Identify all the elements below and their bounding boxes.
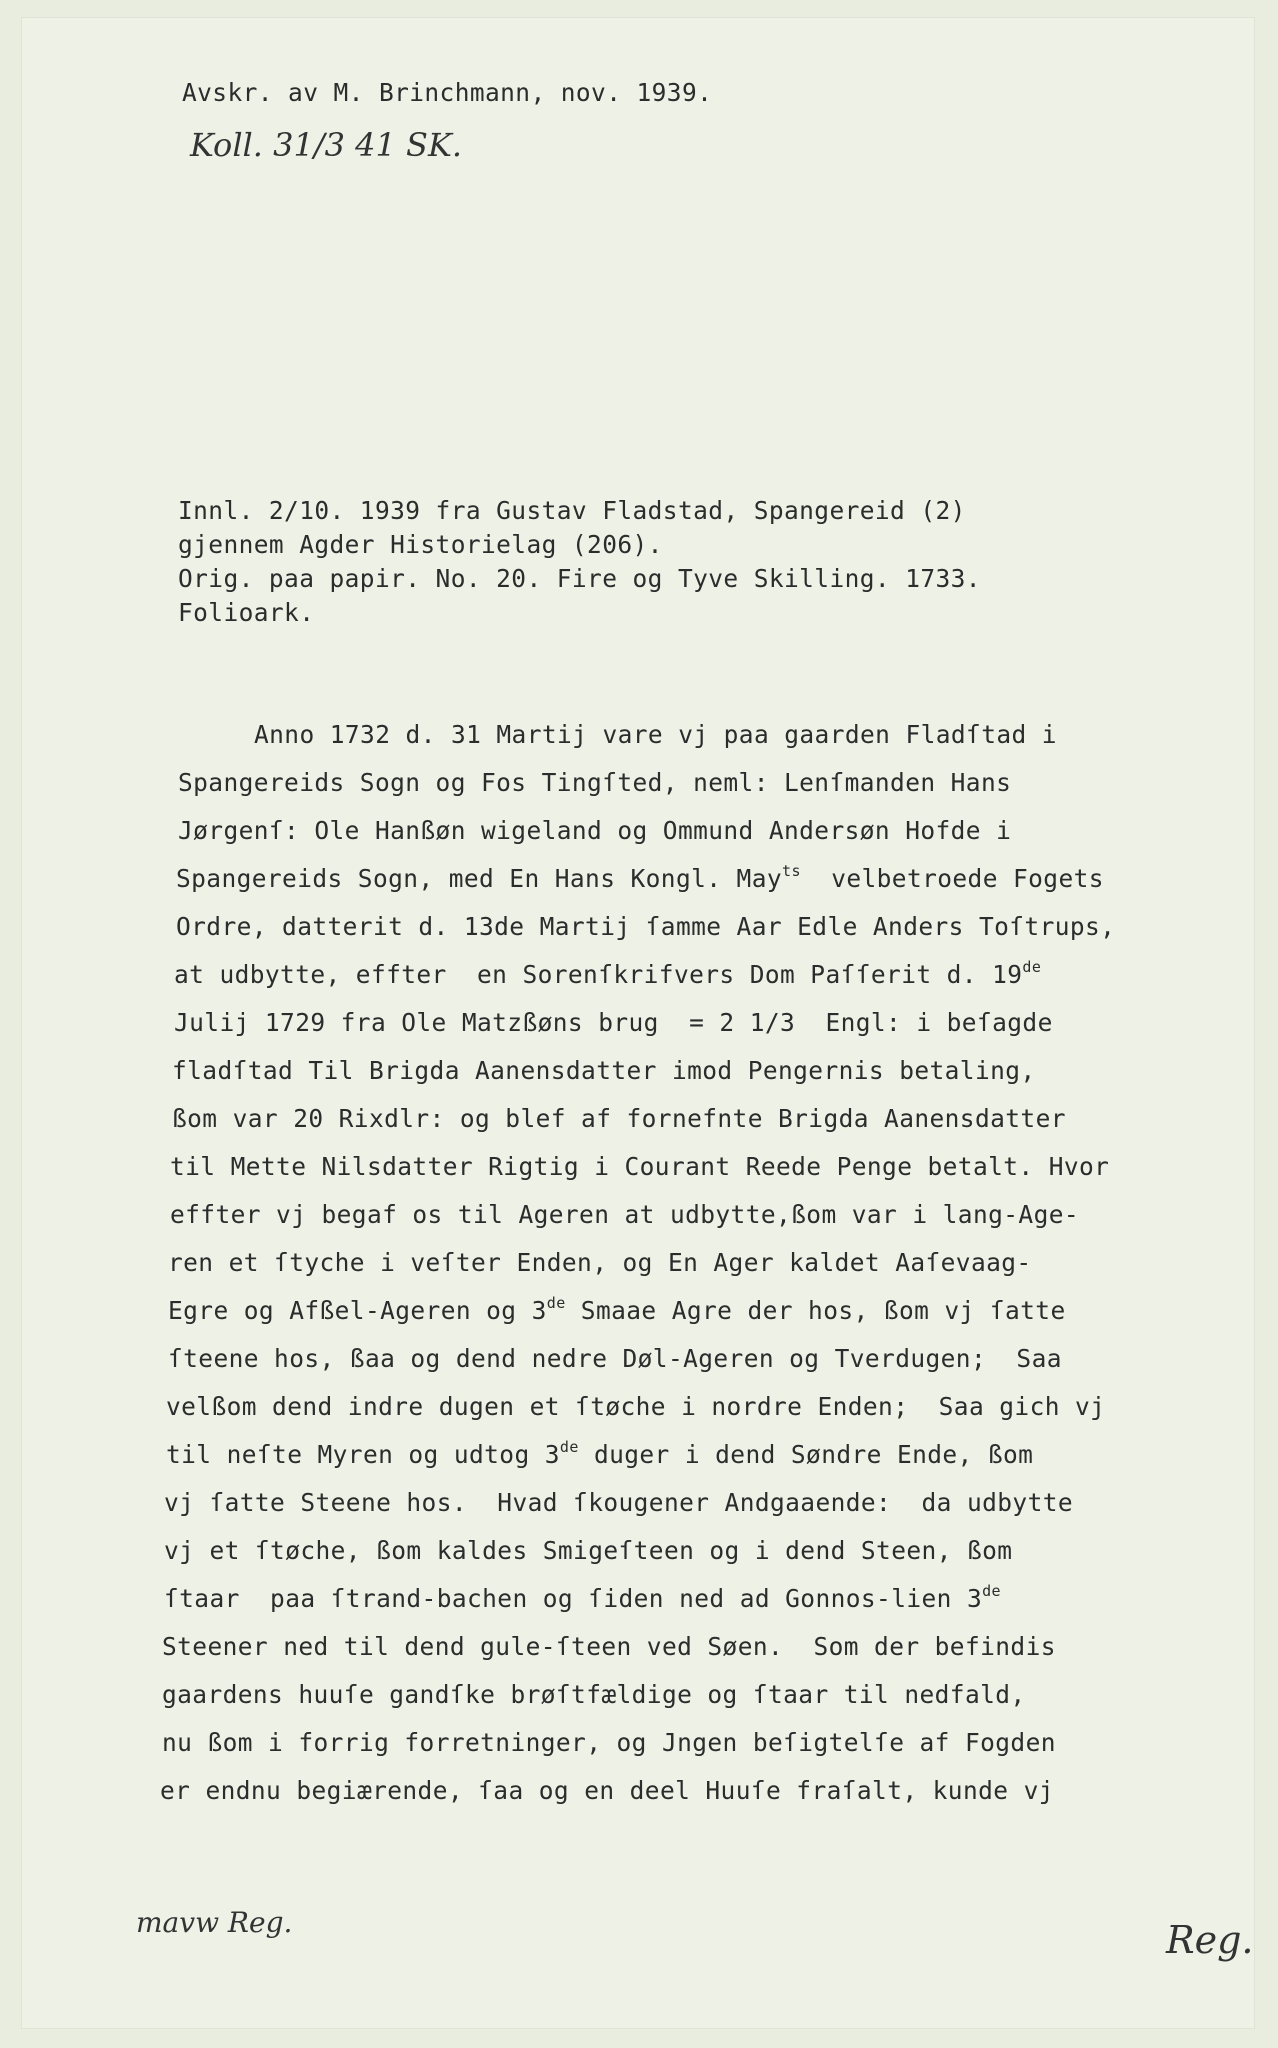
body-line: Ordre, datterit d. 13de Martij ſamme Aar Edle Anders Toſtrups, — [176, 912, 1116, 941]
body-line: ßom var 20 Rixdlr: og blef af fornefnte Brigda Aanensdatter — [172, 1104, 1066, 1133]
body-line: til Mette Nilsdatter Rigtig i Courant Reede Penge betalt. Hvor — [170, 1152, 1110, 1181]
body-line: til neſte Myren og udtog 3de duger i dend Søndre Ende, ßom — [166, 1438, 1034, 1469]
info-line: Orig. paa papir. No. 20. Fire og Tyve Skilling. 1733. — [178, 564, 981, 593]
body-line: nu ßom i forrig forretninger, og Jngen beſigtelſe af Fogden — [162, 1728, 1056, 1757]
body-line: vj et ſtøche, ßom kaldes Smigeſteen og i dend Steen, ßom — [164, 1536, 1013, 1565]
body-line: Julij 1729 fra Ole Matzßøns brug = 2 1/3 Engl: i beſagde — [174, 1008, 1053, 1037]
body-line: at udbytte, effter en Sorenſkrifvers Dom Paſſerit d. 19de — [174, 958, 1042, 989]
body-line: effter vj begaf os til Ageren at udbytte,ßom var i lang-Age- — [170, 1200, 1080, 1229]
body-line: gaardens huuſe gandſke brøſtfældige og ſtaar til nedfald, — [162, 1680, 1026, 1709]
body-line: Egre og Afßel-Ageren og 3de Smaae Agre der hos, ßom vj ſatte — [168, 1294, 1066, 1325]
handwritten-note-left: mavw Reg. — [136, 1906, 293, 1939]
transcription-note: Avskr. av M. Brinchmann, nov. 1939. — [182, 78, 713, 107]
info-line: Innl. 2/10. 1939 fra Gustav Fladstad, Spangereid (2) — [178, 496, 966, 525]
body-line: Jørgenſ: Ole Hanßøn wigeland og Ommund Andersøn Hofde i — [178, 816, 1012, 845]
body-line: ſteene hos, ßaa og dend nedre Døl-Ageren og Tverdugen; Saa — [168, 1344, 1062, 1373]
body-line: Anno 1732 d. 31 Martij vare vj paa gaarden Fladſtad i — [254, 720, 1057, 749]
body-line: vj ſatte Steene hos. Hvad ſkougener Andgaaende: da udbytte — [164, 1488, 1074, 1517]
info-line: Folioark. — [178, 598, 315, 627]
body-line: Spangereids Sogn og Fos Tingſted, neml: Lenſmanden Hans — [178, 768, 1012, 797]
body-line: ren et ſtyche i veſter Enden, og En Ager kaldet Aaſevaag- — [168, 1248, 1032, 1277]
body-line: Steener ned til dend gule-ſteen ved Søen. Som der befindis — [162, 1632, 1056, 1661]
body-line: Spangereids Sogn, med En Hans Kongl. May$^{ts}$ velbetroede Fogets — [176, 862, 1104, 893]
body-line: ſtaar paa ſtrand-bachen og ſiden ned ad Gonnos-lien 3de — [164, 1582, 1001, 1613]
handwritten-note-right: Reg. — [1166, 1918, 1254, 1962]
body-line: fladſtad Til Brigda Aanensdatter imod Pengernis betaling, — [172, 1056, 1036, 1085]
body-line: velßom dend indre dugen et ſtøche i nordre Enden; Saa gich vj — [166, 1392, 1106, 1421]
handwritten-collection-ref: Koll. 31/3 41 SK. — [190, 126, 463, 164]
info-line: gjennem Agder Historielag (206). — [178, 530, 663, 559]
body-line: er endnu begiærende, ſaa og en deel Huuſe fraſalt, kunde vj — [160, 1776, 1054, 1805]
document-page — [22, 18, 1254, 2028]
